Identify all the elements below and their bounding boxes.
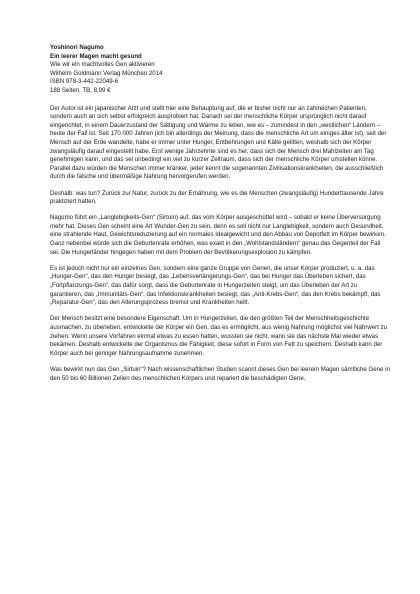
- paragraph: Der Mensch besitzt eine besondere Eigenschaft. Um in Hungerzeiten, die den größten Teil der Menschheitsgeschichte ausmachen, zu überleben, entwickelte der Körper ein Gen, das es ermöglicht, aus wenig Nahrung möglichst viel Nährwert zu ziehen. Wenn unsere Vorfahren einmal etwas zu essen hatten, wussten sie nicht, wann sie das nächste Mal wieder etwas bekämen. Deshalb entwickelte der Organismus die Fähigkeit, diese sofort in Form von Fett zu speichern. Deshalb kann der Körper auch bei geringer Nahrungsaufnahme zunehmen.: [50, 315, 388, 357]
- book-title: Ein leerer Magen macht gesund: [50, 52, 142, 60]
- review-page: [50, 44, 390, 391]
- paragraph: Deshalb: was tun? Zurück zur Natur, zurück zu der Ernährung, wie es die Menschen (zwangsläufig) Hunderttausende Jahre praktiziert hatten.: [50, 189, 384, 206]
- paragraph: Es ist jedoch nicht nur ein einzelnes Gen, sondern eine ganze Gruppe von Genen, die unser Körper produziert, u. a. das „Hunger-Gen“, das den Hunger besiegt, das „Lebensverlängerungs-Gen“, das bei Hunger das Überleben sichert, das „Fortpflanzungs-Gen“, das dafür sorgt, dass die Geburtenrate in Hungerzeiten steigt, um das Überleben der Art zu garantieren, das „Immunitäts-Gen“, das Infektionskrankheiten besiegt, das „Anti-Krebs-Gen“, das den Krebs bekämpft, das „Reparatur-Gen“, das den Alterungsprozess bremst und Krankheiten heilt.: [50, 264, 381, 307]
- book-details: 188 Seiten, TB, 8,99 €: [50, 86, 111, 94]
- book-subtitle: Wie wir ein machtvolles Gen aktivieren: [50, 61, 155, 69]
- book-isbn: ISBN 978-3-442-22049-6: [50, 78, 119, 86]
- book-info: [50, 44, 390, 96]
- paragraph: Nagumo führt ein „Langlebigkeits-Gen“ (Sirtuin) auf, das vom Körper ausgeschüttet wird – sobald er keine Überversorgung mehr hat. Dieses Gen scheint eine Art Wunder-Gen zu sein, denn es soll nicht nur Langlebigkeit, sondern auch Gesundheit, eine strahlende Haut, Gewichtsreduzierung auf ein normales Idealgewicht und den Abbau von Depotfett im Körper bewirken. Ganz nebenbei würde sich die Geburtenrate erhöhen, was exakt in den „Wohlstandsländern“ genau das Gegenteil der Fall sei. Die Hungerländer hingegen haben mit dem Problem der Bevölkerungsexplosion zu kämpfen.: [50, 214, 386, 256]
- book-publisher: Wilhelm Goldmann Verlag München 2014: [50, 69, 163, 77]
- book-author: Yoshinori Nagumo: [50, 44, 104, 51]
- paragraph: Der Autor ist ein japanischer Arzt und stellt hier eine Behauptung auf, die er bisher nicht nur an zahlreichen Patienten, sondern auch an sich selbst erfolgreich ausprobiert hat. Danach sei der menschliche Körper ursprünglich nicht darauf eingerichtet, in einem Dauerzustand der Sättigung und Wärme zu leben, wie es – zumindest in den „westlichen“ Ländern – heute der Fall ist. Seit 170.000 Jahren (ich bin allerdings der Meinung, dass die menschliche Art um einiges älter ist), seit der Mensch auf der Erde wandelte, habe er immer unter Hunger, Entbehrungen und Kälte gelitten, weshalb sich der Körper zwangsläufig darauf eingestellt habe. Erst wenige Jahrzehnte sind es her, dass sich der Mensch drei Mahlzeiten am Tag genehmigen kann, und das sei unbedingt ein viel zu kurzer Zeitraum, dass sich der menschliche Körper umstellen könne. Parallel dazu würden die Menschen immer kränker, jeder kennt die sogenannten Zivilisationskrankheiten, die ausschließlich durch die falsche und übermäßige Nahrung hervorgerufen werden.: [50, 104, 387, 181]
- paragraph: Was bewirkt nun das Gen „Sirtuin“? Nach wissenschaftlichen Studien scannt dieses Gen bei leerem Magen sämtliche Gene in den 50 bis 60 Billionen Zellen des menschlichen Körpers und repariert die beschädigten Gene.: [50, 365, 390, 382]
